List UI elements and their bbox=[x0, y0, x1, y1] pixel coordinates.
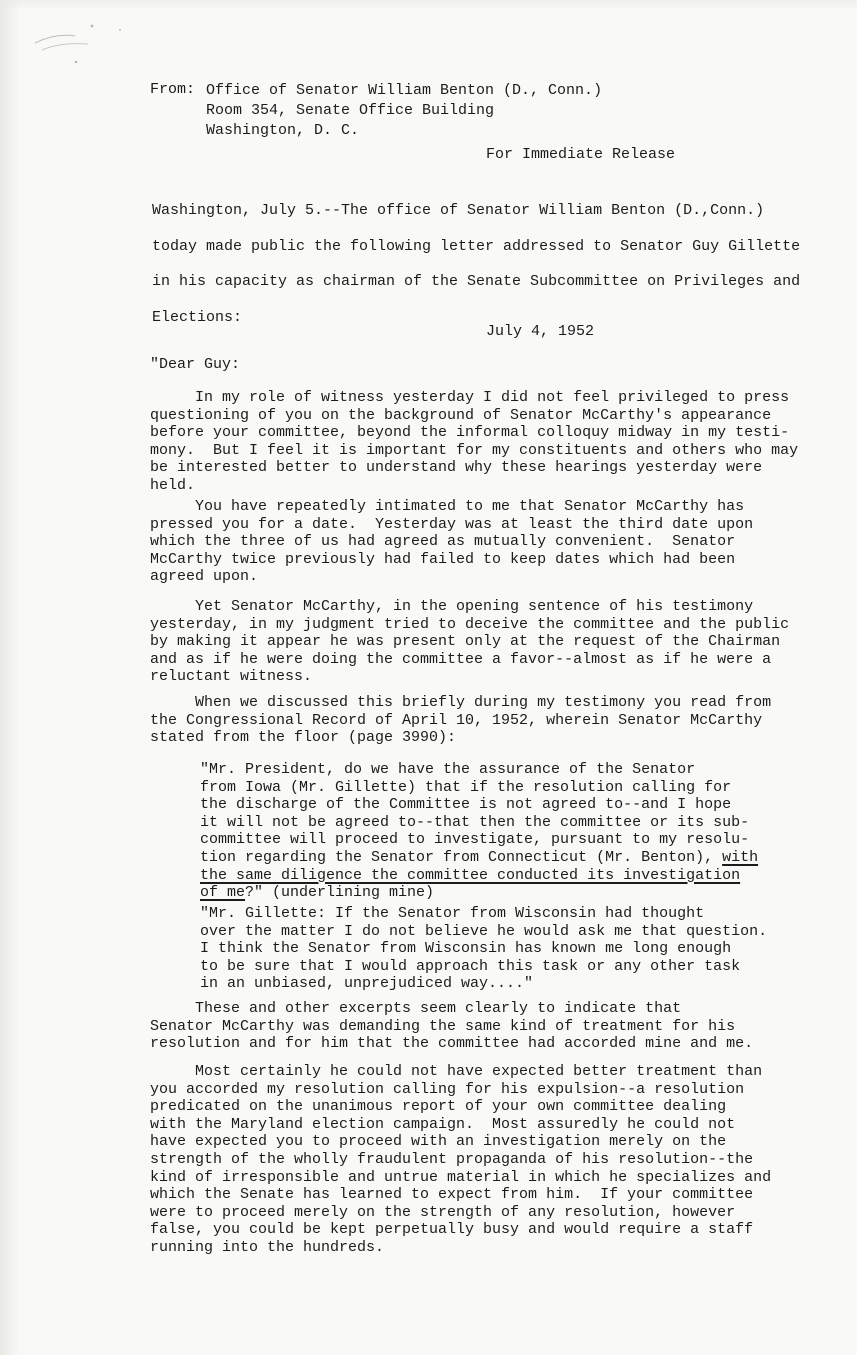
quote-line: I think the Senator from Wisconsin has known me long enough bbox=[200, 940, 732, 958]
quote-line: it will not be agreed to--that then the committee or its sub- bbox=[200, 813, 750, 831]
text-line: When we discussed this briefly during my testimony you read from bbox=[150, 694, 772, 711]
text-line: Most certainly he could not have expected better treatment than bbox=[150, 1063, 763, 1080]
text-line: running into the hundreds. bbox=[150, 1238, 385, 1256]
underlined-text: with bbox=[722, 848, 759, 866]
letter-paragraph-3 bbox=[150, 598, 789, 686]
quote-line: from Iowa (Mr. Gillette) that if the resolution calling for bbox=[200, 778, 732, 796]
letter-paragraph-2 bbox=[150, 498, 753, 586]
letter-date: July 4, 1952 bbox=[486, 323, 595, 340]
intro-line: today made public the following letter addressed to Senator Guy Gillette bbox=[152, 237, 801, 255]
from-line: Office of Senator William Benton (D., Conn.) bbox=[206, 82, 603, 99]
ink-smudge-marks bbox=[30, 18, 140, 78]
text-line: Senator McCarthy was demanding the same kind of treatment for his bbox=[150, 1017, 736, 1035]
intro-line: Washington, July 5.--The office of Senator William Benton (D.,Conn.) bbox=[152, 202, 765, 219]
letter-paragraph-6 bbox=[150, 1063, 771, 1257]
quote-line: "Mr. President, do we have the assurance of the Senator bbox=[200, 761, 696, 778]
text-line: with the Maryland election campaign. Most assuredly he could not bbox=[150, 1115, 736, 1133]
from-address bbox=[206, 81, 602, 141]
letter-salutation: "Dear Guy: bbox=[150, 356, 241, 373]
text-line: were to proceed merely on the strength of any resolution, however bbox=[150, 1203, 736, 1221]
text-line: strength of the wholly fraudulent propaganda of his resolution--the bbox=[150, 1150, 754, 1168]
intro-line: Elections: bbox=[152, 308, 243, 326]
text-line: questioning of you on the background of Senator McCarthy's appearance bbox=[150, 406, 772, 424]
text-line: In my role of witness yesterday I did not feel privileged to press bbox=[150, 389, 790, 406]
quote-line: in an unbiased, unprejudiced way...." bbox=[200, 975, 534, 993]
text-line: have expected you to proceed with an investigation merely on the bbox=[150, 1133, 727, 1151]
text-line: stated from the floor (page 3990): bbox=[150, 729, 457, 747]
intro-line: in his capacity as chairman of the Senate Subcommittee on Privileges and bbox=[152, 273, 801, 290]
letter-paragraph-4 bbox=[150, 694, 771, 747]
text-line: McCarthy twice previously had failed to keep dates which had been bbox=[150, 550, 736, 568]
text-line: and as if he were doing the committee a favor--almost as if he were a bbox=[150, 650, 772, 668]
from-label: From: bbox=[150, 81, 196, 98]
from-line: Washington, D. C. bbox=[206, 122, 360, 139]
quote-line: the discharge of the Committee is not agreed to--and I hope bbox=[200, 796, 732, 814]
text-line: kind of irresponsible and untrue material in which he specializes and bbox=[150, 1168, 772, 1186]
text-line: which the Senate has learned to expect from him. If your committee bbox=[150, 1186, 754, 1204]
text-line: yesterday, in my judgment tried to deceive the committee and the public bbox=[150, 615, 790, 633]
quote-line: over the matter I do not believe he would ask me that question. bbox=[200, 922, 768, 940]
text-line: These and other excerpts seem clearly to indicate that bbox=[150, 1000, 682, 1017]
text-line: by making it appear he was present only at the request of the Chairman bbox=[150, 633, 781, 651]
paper-edge-left bbox=[0, 0, 20, 1355]
letter-paragraph-1 bbox=[150, 389, 798, 495]
text-line: predicated on the unanimous report of your own committee dealing bbox=[150, 1098, 727, 1116]
text-line: you accorded my resolution calling for his expulsion--a resolution bbox=[150, 1080, 745, 1098]
quote-line: "Mr. Gillette: If the Senator from Wisconsin had thought bbox=[200, 905, 705, 922]
quote-gillette bbox=[200, 905, 767, 993]
text-line: mony. But I feel it is important for my constituents and others who may bbox=[150, 441, 799, 459]
text-line: agreed upon. bbox=[150, 568, 259, 586]
letter-paragraph-5 bbox=[150, 1000, 753, 1053]
text-line: Yet Senator McCarthy, in the opening sentence of his testimony bbox=[150, 598, 754, 615]
quote-line: to be sure that I would approach this task or any other task bbox=[200, 957, 741, 975]
text-line: before your committee, beyond the informal colloquy midway in my testi- bbox=[150, 424, 790, 442]
text-line: held. bbox=[150, 476, 196, 494]
text-line: be interested better to understand why these hearings yesterday were bbox=[150, 459, 763, 477]
text-line: You have repeatedly intimated to me that Senator McCarthy has bbox=[150, 498, 745, 515]
intro-paragraph bbox=[152, 193, 800, 335]
release-notice: For Immediate Release bbox=[486, 146, 676, 163]
text-line: the Congressional Record of April 10, 1952, wherein Senator McCarthy bbox=[150, 711, 763, 729]
text-line: resolution and for him that the committee had accorded mine and me. bbox=[150, 1035, 754, 1053]
quote-line: tion regarding the Senator from Connecticut (Mr. Benton), bbox=[200, 848, 723, 866]
quote-tail: ?" (underlining mine) bbox=[245, 884, 435, 902]
text-line: false, you could be kept perpetually busy and would require a staff bbox=[150, 1221, 754, 1239]
quote-mccarthy bbox=[200, 761, 758, 902]
text-line: pressed you for a date. Yesterday was at least the third date upon bbox=[150, 515, 754, 533]
text-line: reluctant witness. bbox=[150, 668, 313, 686]
text-line: which the three of us had agreed as mutually convenient. Senator bbox=[150, 533, 736, 551]
quote-line: committee will proceed to investigate, pursuant to my resolu- bbox=[200, 831, 750, 849]
paper-edge-top bbox=[0, 0, 857, 10]
underlined-text: the same diligence the committee conducted its investigation bbox=[200, 866, 741, 884]
underlined-text: of me bbox=[200, 884, 246, 902]
from-line: Room 354, Senate Office Building bbox=[206, 102, 495, 119]
